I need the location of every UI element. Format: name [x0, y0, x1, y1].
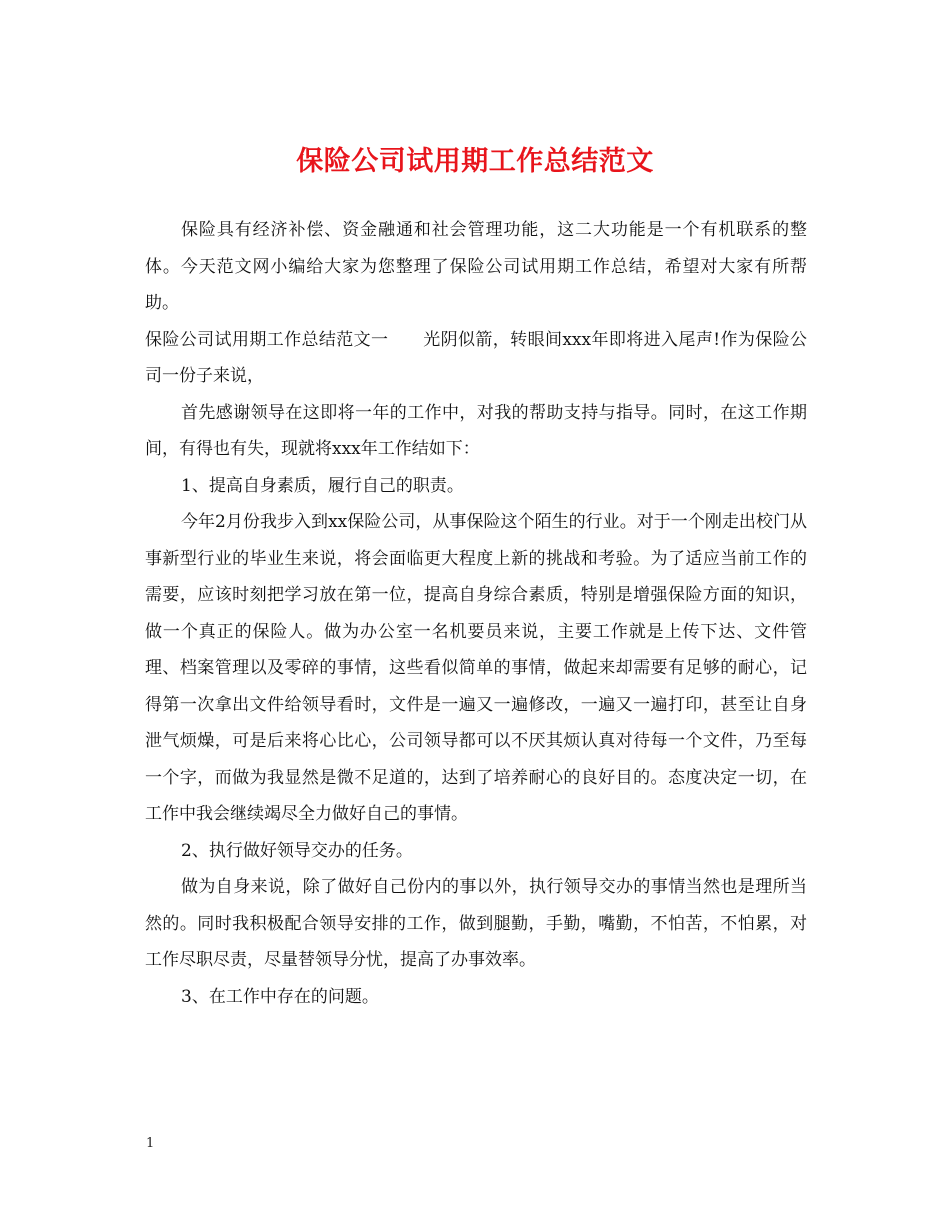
paragraph-point-1-body: 今年2月份我步入到xx保险公司，从事保险这个陌生的行业。对于一个刚走出校门从事新型行业的毕业生来说，将会面临更大程度上新的挑战和考验。为了适应当前工作的需要，应该时刻把学习放在第一位，提高自身综合素质，特别是增强保险方面的知识，做一个真正的保险人。做为办公室一名机要员来说，主要工作就是上传下达、文件管理、档案管理以及零碎的事情，这些看似简单的事情，做起来却需要有足够的耐心，记得第一次拿出文件给领导看时，文件是一遍又一遍修改，一遍又一遍打印，甚至让自身泄气烦燥，可是后来将心比心，公司领导都可以不厌其烦认真对待每一个文件，乃至每一个字，而做为我显然是微不足道的，达到了培养耐心的良好目的。态度决定一切，在工作中我会继续竭尽全力做好自己的事情。 — [145, 512, 807, 824]
page-number: 1 — [146, 1136, 155, 1151]
paragraph-thanks: 首先感谢领导在这即将一年的工作中，对我的帮助支持与指导。同时，在这工作期间，有得也有失，现就将xxx年工作结如下： — [145, 402, 807, 459]
paragraph-point-2: 2、执行做好领导交办的任务。 — [181, 840, 413, 861]
paragraph-point-2-body: 做为自身来说，除了做好自己份内的事以外，执行领导交办的事情当然也是理所当然的。同时我积极配合领导安排的工作，做到腿勤，手勤，嘴勤，不怕苦，不怕累，对工作尽职尽责，尽量替领导分忧，提高了办事效率。 — [145, 877, 807, 970]
document-body — [145, 212, 807, 1015]
paragraph-point-1: 1、提高自身素质，履行自己的职责。 — [181, 475, 464, 496]
document-title: 保险公司试用期工作总结范文 — [296, 146, 654, 177]
paragraph-intro: 保险具有经济补偿、资金融通和社会管理功能，这二大功能是一个有机联系的整体。今天范文网小编给大家为您整理了保险公司试用期工作总结，希望对大家有所帮助。 — [145, 220, 807, 313]
paragraph-point-3: 3、在工作中存在的问题。 — [181, 986, 379, 1007]
paragraph-section-heading: 保险公司试用期工作总结范文一 光阴似箭，转眼间xxx年即将进入尾声!作为保险公司一份子来说， — [145, 329, 807, 386]
